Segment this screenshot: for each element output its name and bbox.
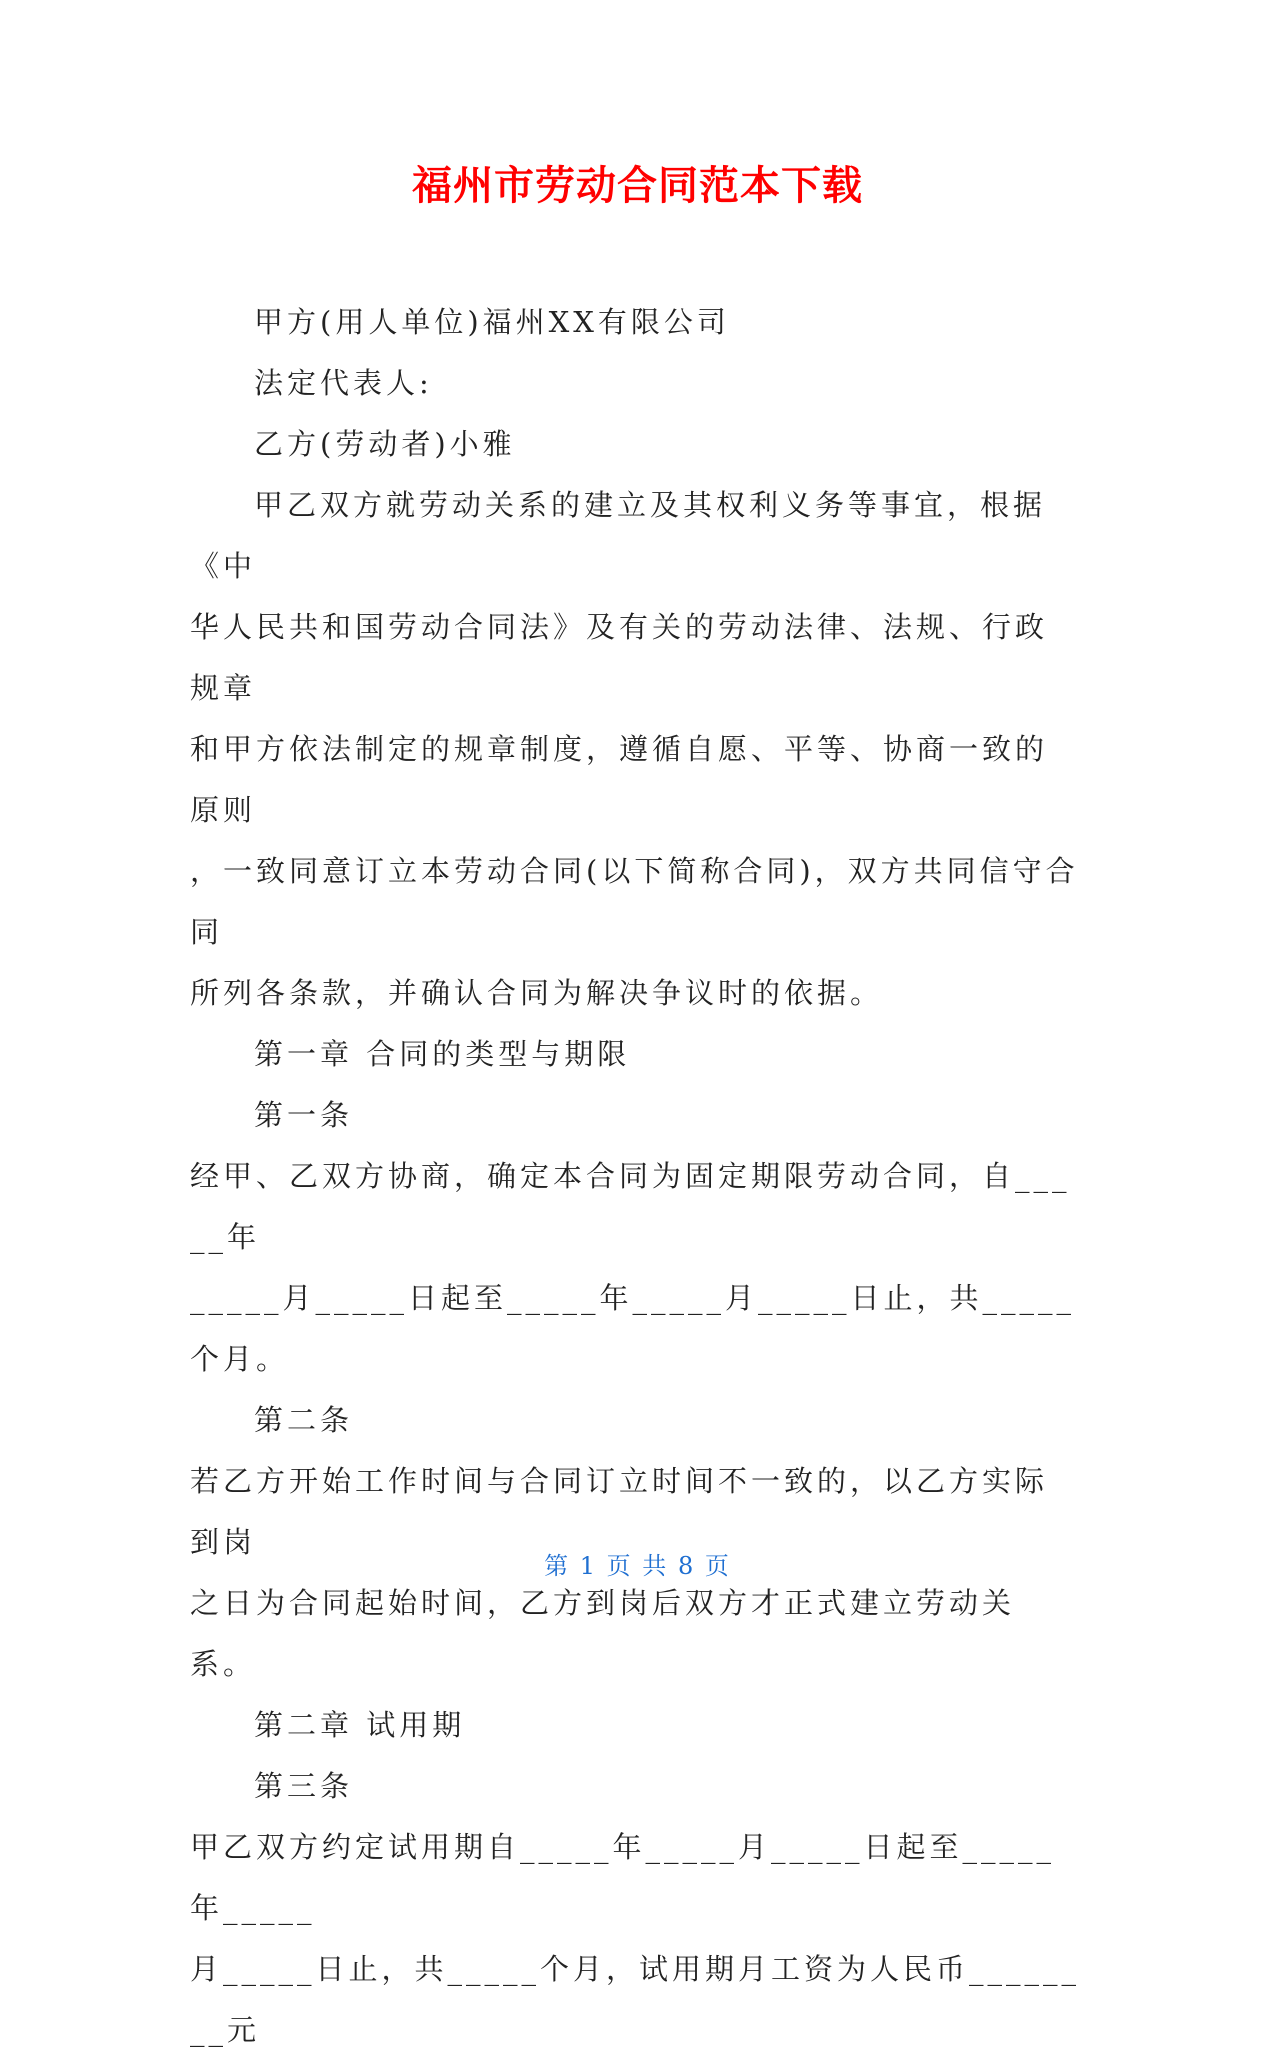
footer-current-page: 1 — [579, 1552, 598, 1580]
chapter-2-heading: 第二章 试用期 — [254, 1708, 466, 1742]
article-1-text: _____月_____日起至_____年_____月_____日止，共_____个月。 — [190, 1281, 1076, 1376]
document-title: 福州市劳动合同范本下载 — [412, 163, 863, 209]
article-2-text: 之日为合同起始时间，乙方到岗后双方才正式建立劳动关系。 — [190, 1586, 1016, 1681]
article-2-text: 若乙方开始工作时间与合同订立时间不一致的，以乙方实际到岗 — [190, 1464, 1049, 1559]
preamble-line: ，一致同意订立本劳动合同(以下简称合同)，双方共同信守合同 — [190, 854, 1079, 949]
footer-suffix: 页 — [704, 1552, 731, 1580]
article-1-heading: 第一条 — [254, 1098, 354, 1132]
footer-prefix: 第 — [544, 1552, 571, 1580]
article-1-text: 经甲、乙双方协商，确定本合同为固定期限劳动合同，自_____年 — [190, 1159, 1071, 1254]
preamble-line: 甲乙双方就劳动关系的建立及其权利义务等事宜，根据《中 — [190, 488, 1047, 583]
article-3-heading: 第三条 — [254, 1769, 354, 1803]
party-a-line: 甲方(用人单位)福州XX有限公司 — [254, 305, 730, 339]
footer-mid: 页 共 — [606, 1552, 669, 1580]
article-3-text: 甲乙双方约定试用期自_____年_____月_____日起至_____年_____ — [190, 1830, 1056, 1925]
preamble-line: 华人民共和国劳动合同法》及有关的劳动法律、法规、行政规章 — [190, 610, 1049, 705]
legal-representative-line: 法定代表人: — [254, 366, 433, 400]
page-footer — [0, 1546, 1275, 1581]
article-2-heading: 第二条 — [254, 1403, 354, 1437]
preamble-line: 和甲方依法制定的规章制度，遵循自愿、平等、协商一致的原则 — [190, 732, 1049, 827]
party-b-line: 乙方(劳动者)小雅 — [254, 427, 516, 461]
chapter-1-heading: 第一章 合同的类型与期限 — [254, 1037, 631, 1071]
preamble-line: 所列各条款，并确认合同为解决争议时的依据。 — [190, 976, 884, 1010]
document-body — [190, 292, 1080, 2061]
article-3-text: 月_____日止，共_____个月，试用期月工资为人民币________元 — [190, 1952, 1081, 2047]
footer-total-pages: 8 — [677, 1552, 696, 1580]
